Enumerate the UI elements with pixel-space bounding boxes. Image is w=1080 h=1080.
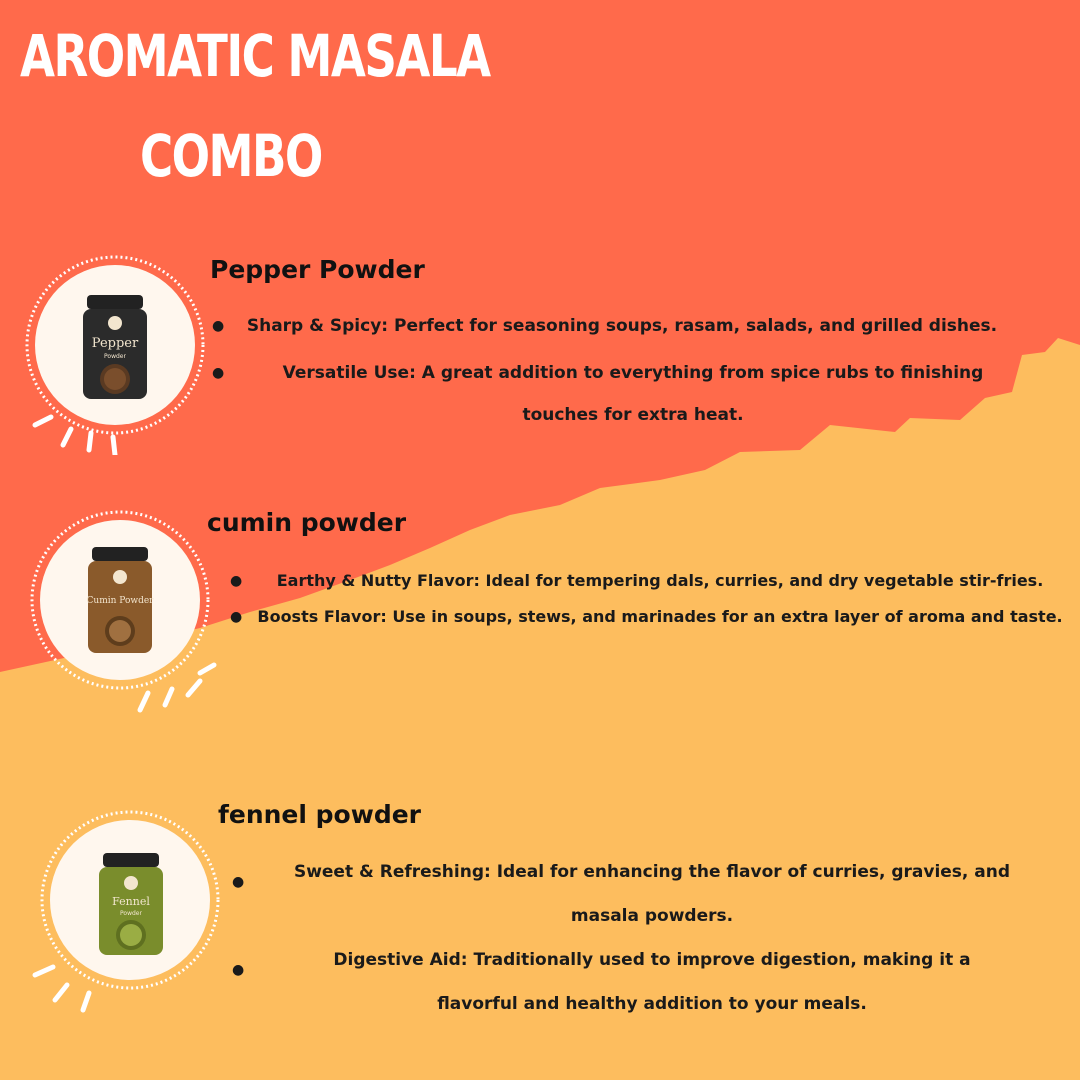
fennel-bullet-1: ● Sweet & Refreshing: Ideal for enhancing the flavor of curries, gravies, and masala powders. [232, 862, 1011, 926]
fennel-jar-sub: Powder [120, 910, 142, 917]
cumin-jar-badge [20, 505, 220, 715]
pepper-jar-sub: Powder [104, 353, 126, 360]
pepper-jar-label: Pepper [91, 336, 139, 351]
page-title-line-2: COMBO [140, 122, 322, 190]
cumin-powder-heading: cumin powder [207, 508, 407, 537]
fennel-jar-label: Fennel [112, 895, 150, 908]
fennel-powder-heading: fennel powder [218, 800, 422, 829]
pepper-jar-badge [15, 245, 215, 455]
cumin-bullet-1: ● Earthy & Nutty Flavor: Ideal for tempering dals, curries, and dry vegetable stir-fries. [230, 571, 1044, 590]
cumin-jar-label: Cumin Powder [86, 596, 154, 606]
pepper-bullet-1: ● Sharp & Spicy: Perfect for seasoning soups, rasam, salads, and grilled dishes. [212, 316, 998, 336]
fennel-jar-badge [25, 805, 225, 1015]
pepper-powder-heading: Pepper Powder [210, 255, 425, 284]
cumin-bullet-2: ● Boosts Flavor: Use in soups, stews, and marinades for an extra layer of aroma and taste. [230, 607, 1063, 626]
page-title-line-1: AROMATIC MASALA [20, 22, 490, 90]
fennel-bullet-2: ● Digestive Aid: Traditionally used to improve digestion, making it a flavorful and healthy addition to your meals. [232, 950, 971, 1014]
pepper-bullet-2: ● Versatile Use: A great addition to everything from spice rubs to finishing touches for extra heat. [212, 363, 984, 425]
